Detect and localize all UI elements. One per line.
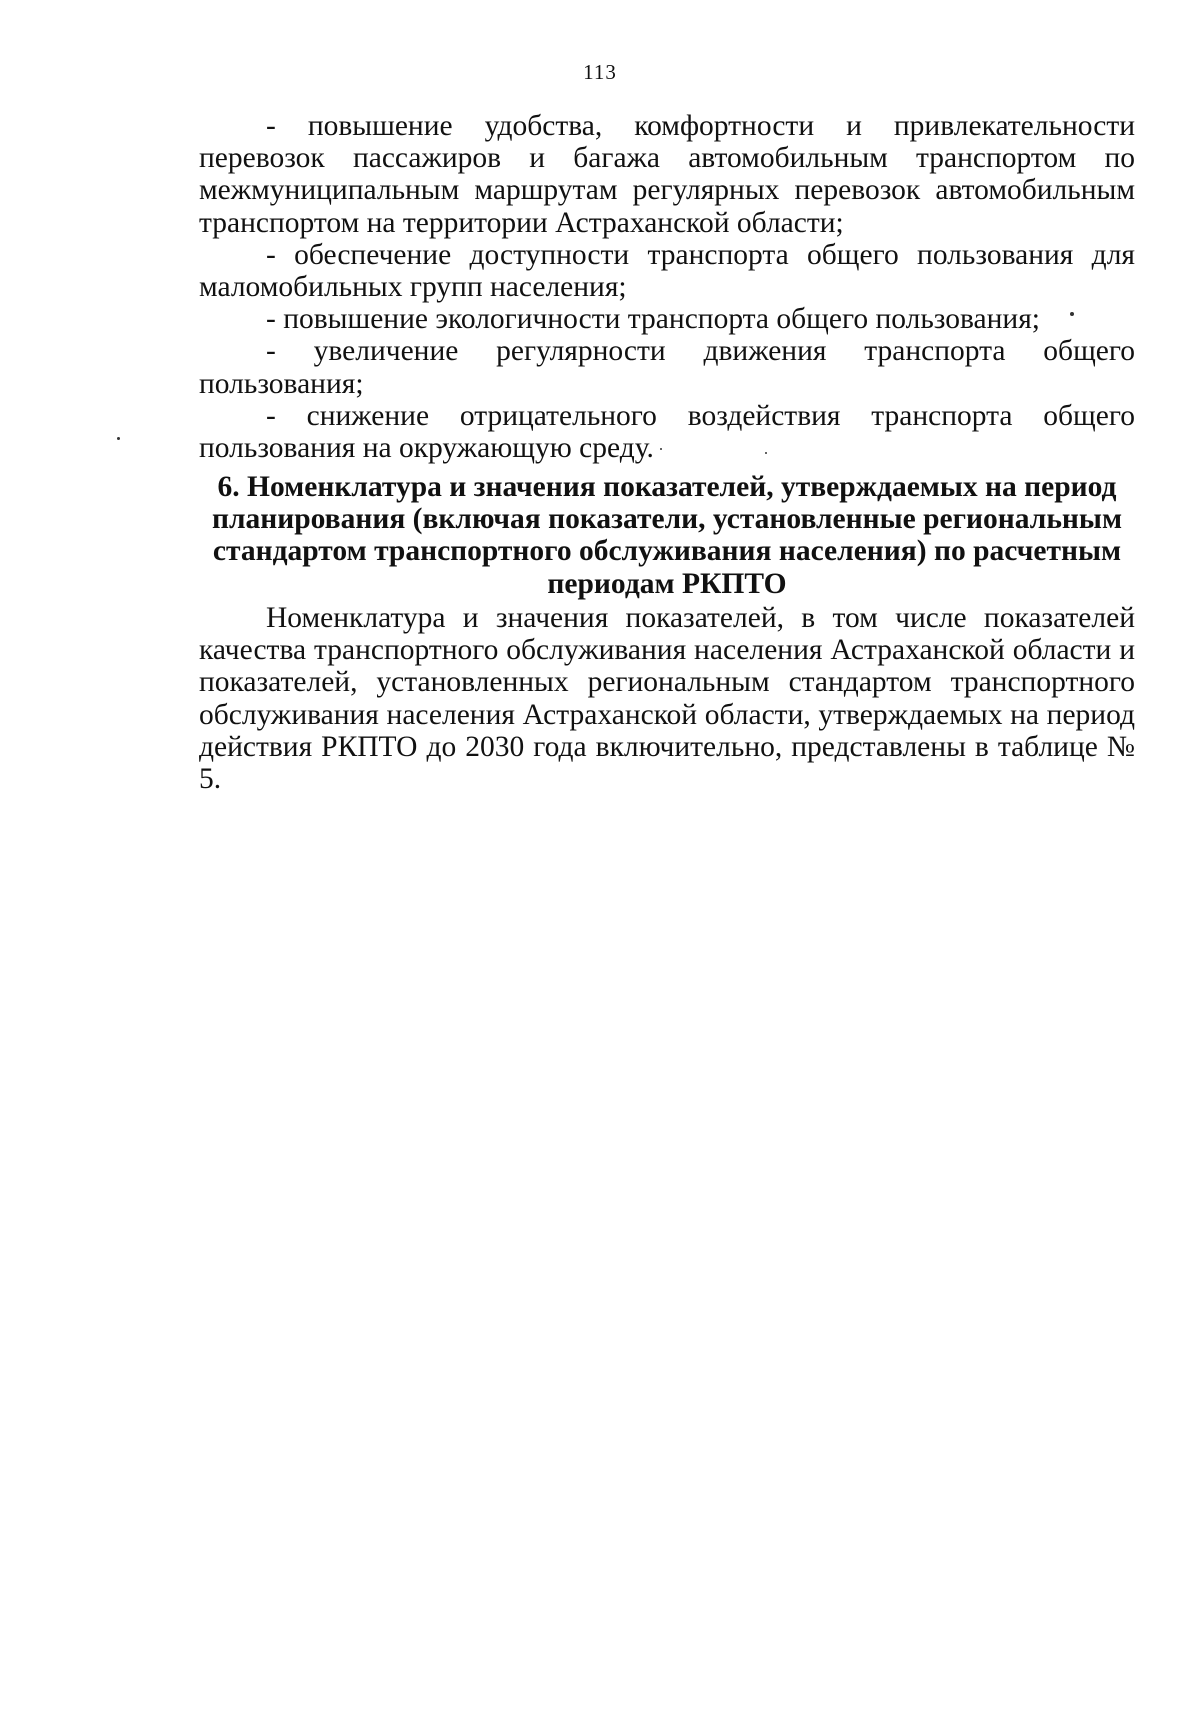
goals-list	[199, 110, 1135, 464]
scan-speck	[1070, 312, 1074, 316]
list-item: - обеспечение доступности транспорта общего пользования для маломобильных групп населения;	[199, 238, 1135, 304]
summary-paragraph: Номенклатура и значения показателей, в том числе показателей качества транспортного обслуживания населения Астраханской области и показателей, установленных региональным стандартом транспортного обслуживания населения Астраханской области, утверждаемых на период действия РКПТО до 2030 года включительно, представлены в таблице № 5.	[199, 602, 1135, 796]
list-item: - увеличение регулярности движения транспорта общего пользования;	[199, 335, 1135, 400]
list-item: - повышение удобства, комфортности и привлекательности перевозок пассажиров и багажа автомобильным транспортом по межмуниципальным маршрутам регулярных перевозок автомобильным транспортом на территории Астраханской области;	[199, 110, 1135, 239]
scan-speck	[660, 448, 662, 450]
list-item: - снижение отрицательного воздействия транспорта общего пользования на окружающую среду.	[199, 399, 1135, 465]
list-item: - повышение экологичности транспорта общего пользования;	[266, 303, 1040, 336]
summary-block	[199, 602, 1135, 795]
scan-speck	[765, 452, 767, 454]
page-number: 113	[583, 60, 617, 84]
scan-speck	[117, 437, 120, 440]
section-heading: 6. Номенклатура и значения показателей, утверждаемых на период планирования (включая показатели, установленные региональным стандартом транспортного обслуживания населения) по расчетным периодам РКПТО	[211, 471, 1123, 600]
